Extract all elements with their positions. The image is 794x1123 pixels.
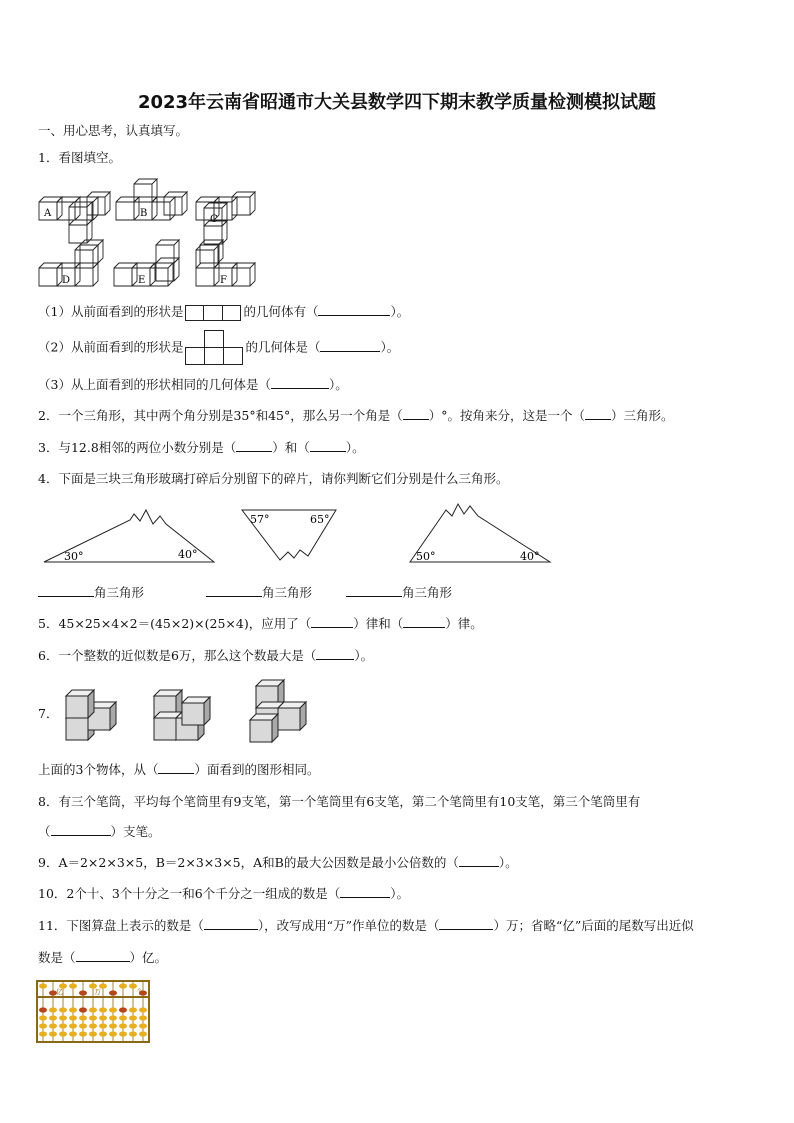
- abacus-bead: [39, 1007, 47, 1012]
- fragment-2-angle-left: 57°: [250, 513, 270, 526]
- question-5: 5．45×25×4×2＝(45×2)×(25×4)，应用了（ ）律和（ ）律。: [38, 616, 483, 631]
- front-view-shape-1: [185, 305, 241, 321]
- question-1-part-3: （3）从上面看到的形状相同的几何体是（ ）。: [38, 377, 348, 392]
- page-title: 2023年云南省昭通市大关县数学四下期末教学质量检测模拟试题: [137, 92, 657, 113]
- abacus-bead: [99, 1015, 107, 1020]
- object-1: [66, 690, 116, 740]
- label-d: D: [62, 275, 71, 286]
- fragment-2: [242, 510, 336, 560]
- abacus-bead: [119, 983, 127, 988]
- abacus-bead: [129, 1023, 137, 1028]
- fragment-3: [410, 504, 550, 563]
- solid-d: [39, 240, 103, 286]
- abacus-figure: [36, 980, 152, 1044]
- fragment-2-angle-right: 65°: [310, 513, 330, 526]
- solid-c: [196, 192, 255, 244]
- abacus-bead: [69, 983, 77, 988]
- q4-answer-2: 角三角形: [206, 583, 312, 601]
- object-2: [154, 690, 210, 740]
- question-3: 3．与12.8相邻的两位小数分别是（ ）和（ ）。: [38, 440, 365, 455]
- question-11-line-1: 11．下图算盘上表示的数是（ ），改写成用“万”作单位的数是（ ）万；省略“亿”后面的尾数写出近似: [38, 918, 694, 933]
- question-1-part-1: （1）从前面看到的形状是 的几何体有（ ）。: [38, 304, 410, 319]
- abacus-bead: [129, 1031, 137, 1036]
- abacus-bead: [59, 1007, 67, 1012]
- solid-f: [196, 240, 255, 286]
- q1-solids-figure: [34, 170, 274, 295]
- abacus-bead: [89, 1007, 97, 1012]
- solid-a: [39, 192, 110, 243]
- abacus-bead: [109, 1015, 117, 1020]
- abacus-bead: [69, 1023, 77, 1028]
- abacus-bead: [69, 1015, 77, 1020]
- abacus-bead: [119, 1007, 127, 1012]
- q4-answer-3: 角三角形: [346, 583, 452, 601]
- fragment-1-angle-left: 30°: [64, 550, 84, 563]
- abacus-bead: [139, 1031, 147, 1036]
- abacus-bead: [139, 1007, 147, 1012]
- question-1-part-2: （2）从前面看到的形状是 的几何体是（ ）。: [38, 330, 399, 366]
- abacus-bead: [69, 1007, 77, 1012]
- abacus-label-ge: 个: [136, 988, 143, 996]
- abacus-bead: [49, 1023, 57, 1028]
- abacus-bead: [39, 983, 47, 988]
- front-view-shape-2: [185, 330, 243, 366]
- abacus-bead: [59, 1023, 67, 1028]
- abacus-bead: [109, 1007, 117, 1012]
- abacus-bead: [59, 1031, 67, 1036]
- abacus-bead: [79, 1015, 87, 1020]
- abacus-bead: [79, 1023, 87, 1028]
- q7-objects-figure: [60, 678, 320, 748]
- abacus-label-yi: 亿: [56, 988, 63, 996]
- solid-e: [114, 240, 179, 286]
- abacus-bead: [49, 1031, 57, 1036]
- question-7-text: 上面的3个物体，从（ ）面看到的图形相同。: [38, 762, 320, 777]
- abacus-bead: [119, 1023, 127, 1028]
- solid-b: [116, 179, 187, 220]
- abacus-bead: [59, 1015, 67, 1020]
- abacus-bead: [39, 1031, 47, 1036]
- abacus-bead: [119, 1031, 127, 1036]
- label-c: C: [210, 214, 218, 225]
- fragment-3-angle-left: 50°: [416, 550, 436, 563]
- question-7-number: 7．: [38, 706, 59, 721]
- abacus-bead: [39, 1015, 47, 1020]
- abacus-bead: [109, 990, 117, 995]
- abacus-bead: [99, 1007, 107, 1012]
- abacus-bead: [139, 1023, 147, 1028]
- fragment-1: [44, 510, 214, 563]
- fragment-1-angle-right: 40°: [178, 548, 198, 561]
- abacus-bead: [89, 1015, 97, 1020]
- abacus-bead: [39, 1023, 47, 1028]
- abacus-bead: [99, 1031, 107, 1036]
- label-f: F: [220, 275, 227, 286]
- abacus-bead: [79, 990, 87, 995]
- abacus-place-labels: [56, 987, 143, 996]
- abacus-bead: [99, 1023, 107, 1028]
- question-8-line-2: （ ）支笔。: [38, 824, 161, 839]
- object-3: [250, 680, 306, 742]
- label-a: A: [44, 208, 52, 219]
- abacus-bead: [109, 1023, 117, 1028]
- fragment-3-angle-right: 40°: [520, 550, 540, 563]
- question-10: 10．2个十、3个十分之一和6个千分之一组成的数是（ ）。: [38, 886, 410, 901]
- question-4: 4．下面是三块三角形玻璃打碎后分别留下的碎片，请你判断它们分别是什么三角形。: [38, 471, 509, 486]
- abacus-label-wan: 万: [94, 988, 101, 996]
- abacus-bead: [129, 1015, 137, 1020]
- abacus-bead: [79, 1007, 87, 1012]
- abacus-bead: [79, 1031, 87, 1036]
- section-heading: 一、用心思考，认真填写。: [38, 123, 189, 138]
- abacus-bead: [109, 1031, 117, 1036]
- abacus-bead: [69, 1031, 77, 1036]
- abacus-bead: [139, 1015, 147, 1020]
- abacus-bead: [129, 1007, 137, 1012]
- question-2: 2．一个三角形，其中两个角分别是35°和45°，那么另一个角是（ ）°。按角来分，这是一个（ ）三角形。: [38, 408, 674, 423]
- label-e: E: [138, 275, 146, 286]
- question-1-head: 1．看图填空。: [38, 150, 121, 165]
- abacus-bead: [89, 1031, 97, 1036]
- label-b: B: [140, 208, 148, 219]
- q4-glass-fragments: [38, 498, 558, 570]
- abacus-bead: [119, 1015, 127, 1020]
- abacus-bead: [49, 1007, 57, 1012]
- question-8-line-1: 8．有三个笔筒，平均每个笔筒里有9支笔，第一个笔筒里有6支笔，第二个笔筒里有10支笔，第三个笔筒里有: [38, 794, 641, 809]
- question-9: 9．A＝2×2×3×5，B＝2×3×3×5，A和B的最大公因数是最小公倍数的（ ）。: [38, 855, 518, 870]
- q4-answer-1: 角三角形: [38, 583, 144, 601]
- abacus-bead: [89, 1023, 97, 1028]
- question-11-line-2: 数是（ ）亿。: [38, 950, 168, 965]
- abacus-bead: [49, 1015, 57, 1020]
- question-6: 6．一个整数的近似数是6万，那么这个数最大是（ ）。: [38, 648, 374, 663]
